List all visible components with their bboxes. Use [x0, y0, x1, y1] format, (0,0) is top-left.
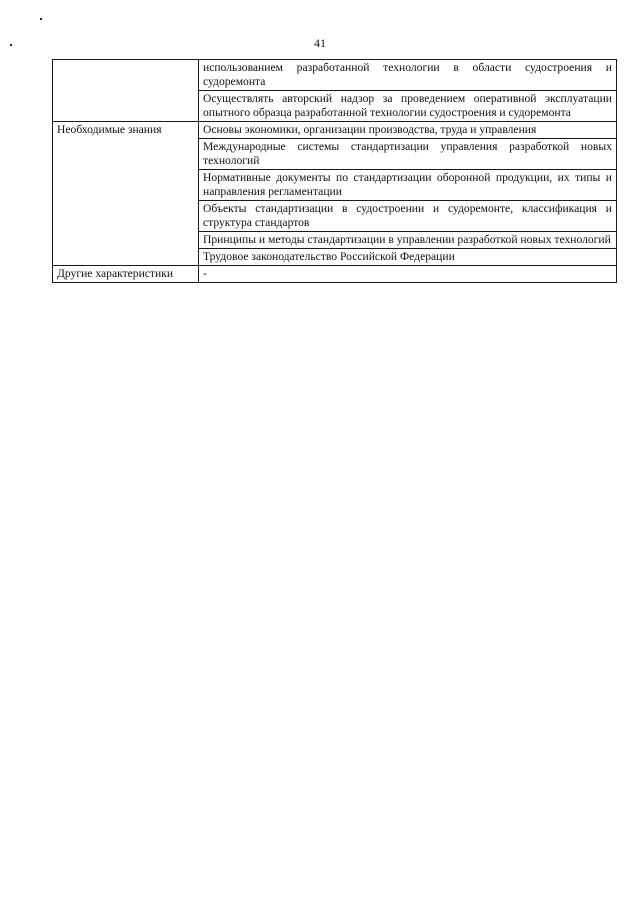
table-cell: Осуществлять авторский надзор за проведением оперативной эксплуатации опытного образца разработанной технологии судостроения и судоремонта: [199, 91, 617, 122]
table-cell: Основы экономики, организации производства, труда и управления: [199, 122, 617, 139]
table-cell: Трудовое законодательство Российской Федерации: [199, 249, 617, 266]
requirements-table: [52, 59, 617, 283]
table-cell: Принципы и методы стандартизации в управлении разработкой новых технологий: [199, 232, 617, 249]
table-cell: использованием разработанной технологии в области судостроения и судоремонта: [199, 60, 617, 91]
page-number: 41: [314, 36, 326, 50]
row-label-empty: [53, 60, 199, 122]
table-cell: Международные системы стандартизации управления разработкой новых технологий: [199, 139, 617, 170]
row-label-other-characteristics: Другие характеристики: [53, 266, 199, 283]
table-cell: Нормативные документы по стандартизации оборонной продукции, их типы и направления регламентации: [199, 170, 617, 201]
table-row: [53, 122, 617, 139]
table-cell: -: [199, 266, 617, 283]
scan-speck: [40, 18, 42, 20]
table-row: [53, 60, 617, 91]
row-label-required-knowledge: Необходимые знания: [53, 122, 199, 266]
table-row: [53, 266, 617, 283]
table-cell: Объекты стандартизации в судостроении и судоремонте, классификация и структура стандартов: [199, 201, 617, 232]
